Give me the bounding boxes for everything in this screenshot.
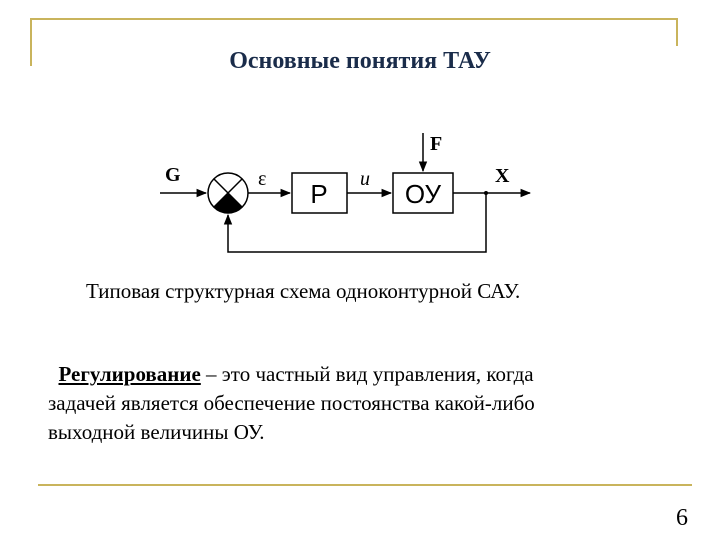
- paragraph-line-1: [48, 360, 648, 389]
- paragraph-line-3: выходной величины ОУ.: [48, 420, 265, 444]
- paragraph-line-2: задачей является обеспечение постоянства какой-либо: [48, 391, 535, 415]
- paragraph-line-1-rest: – это частный вид управления, когда: [200, 362, 534, 386]
- definition-paragraph: [48, 360, 648, 447]
- plant-label: ОУ: [404, 179, 442, 209]
- disturbance-label: F: [430, 133, 443, 155]
- page-number: 6: [676, 505, 688, 531]
- term-regulation: Регулирование: [58, 362, 201, 386]
- input-label: G: [165, 164, 181, 186]
- summing-junction: [208, 173, 248, 213]
- diagram-caption: Типовая структурная схема одноконтурной САУ.: [86, 279, 521, 303]
- error-label: ε: [258, 168, 267, 190]
- control-label: u: [360, 168, 370, 190]
- slide-title: Основные понятия ТАУ: [229, 48, 491, 74]
- output-label: X: [495, 165, 510, 187]
- controller-label: Р: [310, 179, 328, 209]
